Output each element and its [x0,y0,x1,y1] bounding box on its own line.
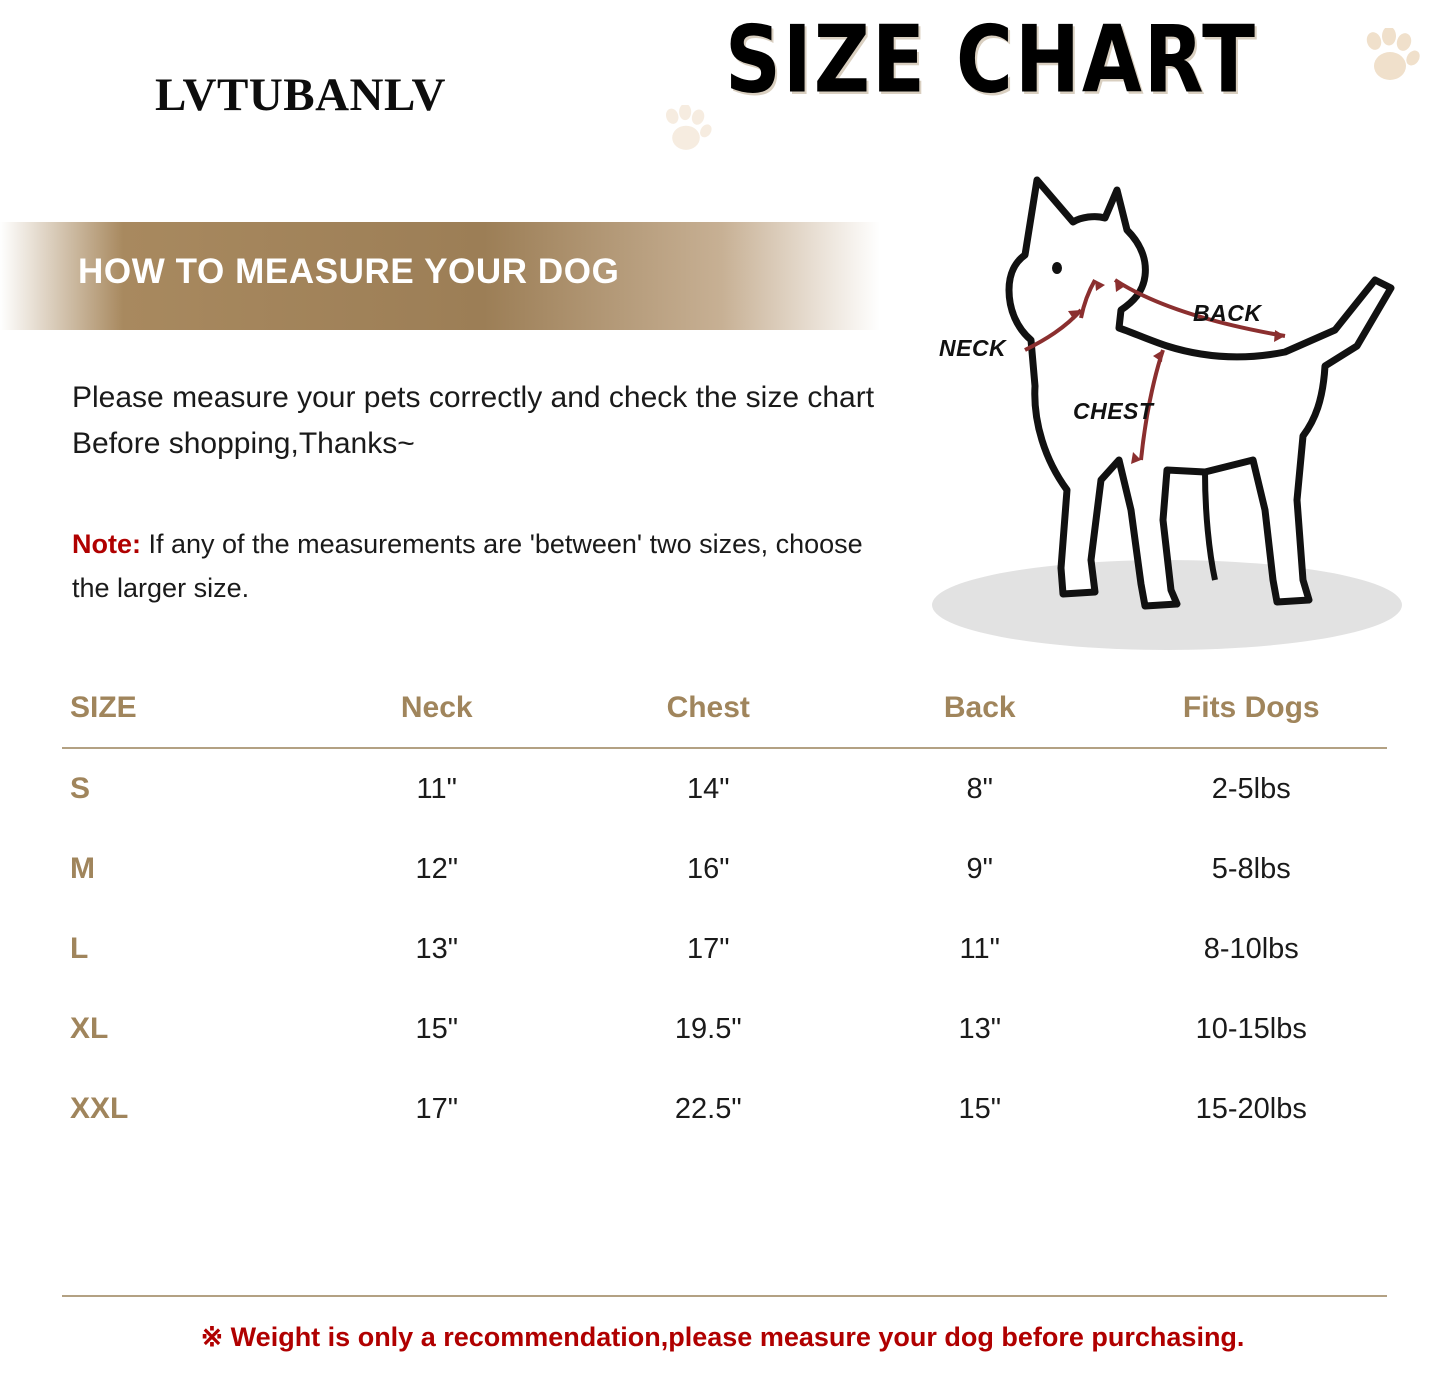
cell-size: XXL [70,1092,129,1125]
cell-neck: 17" [415,1092,459,1125]
cell-size: S [70,772,91,805]
table-header-row [62,690,1387,748]
size-table-wrapper [62,690,1387,1149]
dog-diagram [905,160,1435,660]
dog-illustration-svg [905,160,1435,660]
cell-fits-dogs: 15-20lbs [1195,1092,1307,1125]
cell-back: 13" [958,1012,1002,1045]
size-chart-table [62,690,1387,1149]
cell-back: 11" [959,932,1000,965]
label-back: BACK [1193,300,1262,326]
column-header-back: Back [943,691,1016,724]
cell-chest: 19.5" [674,1012,742,1045]
column-header-fits-dogs: Fits Dogs [1182,691,1320,724]
note-text: If any of the measurements are 'between' two sizes, choose the larger size. [72,529,863,603]
table-row [62,989,1387,1069]
column-header-chest: Chest [666,691,750,724]
cell-fits-dogs: 8-10lbs [1203,932,1299,965]
label-neck: NECK [939,335,1007,361]
cell-chest: 17" [686,932,730,965]
cell-chest: 16" [686,852,730,885]
table-row [62,829,1387,909]
paw-print-icon-small [660,105,712,155]
table-row [62,1069,1387,1149]
cell-neck: 15" [415,1012,459,1045]
cell-back: 9" [966,852,993,885]
paw-print-icon [1360,28,1420,86]
column-header-neck: Neck [400,691,473,724]
measure-banner-heading: HOW TO MEASURE YOUR DOG [78,252,620,291]
footer-note: ※ Weight is only a recommendation,please measure your dog before purchasing. [200,1322,1245,1352]
table-row [62,909,1387,989]
brand-name: LVTUBANLV [155,69,446,121]
table-head [62,690,1387,748]
cell-size: L [70,932,89,965]
intro-paragraph: Please measure your pets correctly and check the size chart Before shopping,Thanks~ [72,381,875,460]
table-body [62,748,1387,1149]
label-chest: CHEST [1073,398,1154,424]
note-paragraph [72,522,882,610]
cell-neck: 11" [416,772,457,805]
cell-neck: 12" [415,852,459,885]
cell-chest: 22.5" [674,1092,742,1125]
cell-fits-dogs: 5-8lbs [1211,852,1291,885]
column-header-size: SIZE [70,691,137,724]
cell-fits-dogs: 10-15lbs [1195,1012,1307,1045]
cell-back: 8" [966,772,993,805]
cell-size: XL [70,1012,109,1045]
cell-neck: 13" [415,932,459,965]
table-row [62,748,1387,829]
cell-fits-dogs: 2-5lbs [1211,772,1291,805]
footer-divider [62,1295,1387,1297]
cell-chest: 14" [686,772,730,805]
page-title: SIZE CHART [725,5,1258,114]
cell-size: M [70,852,95,885]
cell-back: 15" [958,1092,1002,1125]
note-label: Note: [72,529,141,559]
